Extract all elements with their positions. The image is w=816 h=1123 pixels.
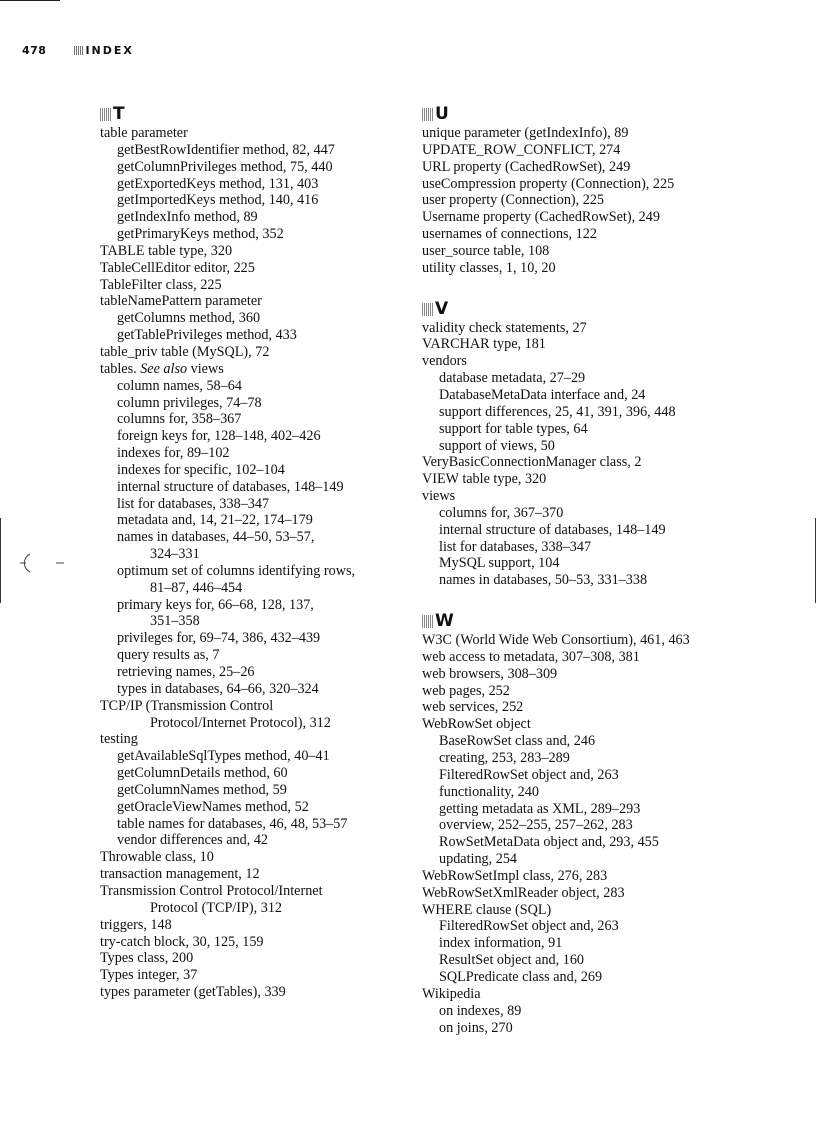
index-subentry: RowSetMetaData object and, 293, 455 [439,834,659,851]
index-entry: user property (Connection), 225 [422,192,605,209]
index-subentry: support for table types, 64 [439,420,588,437]
index-entry-continuation: Protocol/Internet Protocol), 312 [150,714,331,731]
index-subentry: getAvailableSqlTypes method, 40–41 [117,748,330,765]
index-entry: VARCHAR type, 181 [422,336,546,353]
index-entry: tableNamePattern parameter [100,293,262,310]
section-gap [422,277,742,295]
index-entry-continuation: 81–87, 446–454 [150,579,243,596]
index-entry: vendors [422,353,467,370]
index-subentry: support differences, 25, 41, 391, 396, 448 [439,403,676,420]
index-entry-continuation: 351–358 [150,613,200,630]
index-entry: web services, 252 [422,699,524,716]
letter-heading-text: T [113,104,125,124]
index-entry: usernames of connections, 122 [422,226,597,243]
index-subentry: metadata and, 14, 21–22, 174–179 [117,512,313,529]
index-subentry: internal structure of databases, 148–149 [117,478,344,495]
running-head-title: INDEX [85,44,134,57]
index-entry: UPDATE_ROW_CONFLICT, 274 [422,141,621,158]
index-subentry: columns for, 358–367 [117,411,242,428]
letter-marker-icon [422,615,434,628]
index-subentry: vendor differences and, 42 [117,832,269,849]
see-also-target: views [187,360,224,377]
index-entry-continuation: Protocol (TCP/IP), 312 [150,899,283,916]
index-entry: TableCellEditor editor, 225 [100,259,255,276]
index-subentry: overview, 252–255, 257–262, 283 [439,817,633,834]
index-subentry: table names for databases, 46, 48, 53–57 [117,815,348,832]
index-subentry: on joins, 270 [439,1019,513,1036]
index-entry: triggers, 148 [100,916,172,933]
index-subentry: getOracleViewNames method, 52 [117,798,309,815]
section-gap [422,589,742,607]
page-number: 478 [22,44,47,57]
letter-heading [100,100,400,124]
index-entry: transaction management, 12 [100,866,260,883]
index-entry: WebRowSet object [422,716,531,733]
entry-text: tables. [100,360,137,377]
index-subentry: FilteredRowSet object and, 263 [439,918,619,935]
index-subentry: names in databases, 44–50, 53–57, [117,529,315,546]
letter-heading [422,100,742,124]
index-entry: testing [100,731,138,748]
index-subentry: on indexes, 89 [439,1002,522,1019]
index-marker-icon [74,46,83,55]
index-subentry: retrieving names, 25–26 [117,664,255,680]
index-subentry: getIndexInfo method, 89 [117,209,258,226]
index-subentry: getColumnNames method, 59 [117,781,287,798]
index-subentry: getColumnPrivileges method, 75, 440 [117,158,333,175]
index-subentry: internal structure of databases, 148–149 [439,521,666,538]
index-entry: user_source table, 108 [422,242,550,259]
index-entry: Types class, 200 [100,950,194,967]
index-subentry: DatabaseMetaData interface and, 24 [439,386,646,403]
top-rule [0,0,60,1]
index-subentry: index information, 91 [439,935,563,952]
index-subentry: getColumnDetails method, 60 [117,765,288,782]
index-entry: utility classes, 1, 10, 20 [422,259,556,276]
index-column-left [100,100,400,1001]
index-subentry: FilteredRowSet object and, 263 [439,766,619,783]
index-entry: types parameter (getTables), 339 [100,984,286,1001]
index-subentry: getBestRowIdentifier method, 82, 447 [117,141,335,158]
index-entry: try-catch block, 30, 125, 159 [100,933,264,950]
index-subentry: indexes for specific, 102–104 [117,461,285,478]
index-subentry: getColumns method, 360 [117,310,261,327]
index-entry: Username property (CachedRowSet), 249 [422,209,660,226]
index-entry: unique parameter (getIndexInfo), 89 [422,125,629,141]
index-entry: WHERE clause (SQL) [422,901,552,918]
letter-marker-icon [100,108,112,121]
index-entry: W3C (World Wide Web Consortium), 461, 463 [422,632,690,649]
index-subentry: support of views, 50 [439,437,555,454]
index-subentry: getPrimaryKeys method, 352 [117,226,284,243]
index-entry: views [422,488,456,505]
index-subentry: BaseRowSet class and, 246 [439,733,596,750]
index-entry: useCompression property (Connection), 225 [422,175,675,192]
letter-marker-icon [422,108,434,121]
index-subentry: optimum set of columns identifying rows, [117,562,356,579]
index-subentry: column names, 58–64 [117,377,242,394]
index-subentry: list for databases, 338–347 [117,495,270,512]
index-entry: web access to metadata, 307–308, 381 [422,648,640,665]
index-entry: validity check statements, 27 [422,319,587,336]
index-subentry: names in databases, 50–53, 331–338 [439,572,648,589]
index-subentry: foreign keys for, 128–148, 402–426 [117,428,321,445]
index-entry: table parameter [100,125,188,141]
index-entry: WebRowSetImpl class, 276, 283 [422,867,608,884]
index-subentry: getting metadata as XML, 289–293 [439,800,641,817]
index-subentry: getExportedKeys method, 131, 403 [117,175,319,192]
index-entry: table_priv table (MySQL), 72 [100,343,270,360]
index-subentry: getImportedKeys method, 140, 416 [117,192,319,209]
index-entry [100,361,400,378]
index-subentry: functionality, 240 [439,783,539,800]
index-subentry: SQLPredicate class and, 269 [439,968,603,985]
index-subentry: list for databases, 338–347 [439,538,592,555]
index-subentry: columns for, 367–370 [439,504,564,521]
index-entry: Throwable class, 10 [100,849,214,866]
index-entry: web pages, 252 [422,682,510,699]
index-entry: TABLE table type, 320 [100,242,233,259]
index-subentry: column privileges, 74–78 [117,394,262,411]
letter-heading-text: W [435,611,454,632]
index-column-right [422,100,742,1036]
index-subentry: primary keys for, 66–68, 128, 137, [117,596,314,613]
index-subentry: creating, 253, 283–289 [439,750,570,766]
letter-marker-icon [422,303,434,316]
letter-heading [422,295,742,319]
see-also-label: See also [140,360,188,377]
letter-heading-text: U [435,104,449,124]
index-entry: Wikipedia [422,985,481,1002]
index-subentry: types in databases, 64–66, 320–324 [117,680,319,697]
index-entry: TCP/IP (Transmission Control [100,697,274,714]
index-entry: URL property (CachedRowSet), 249 [422,158,631,175]
crop-line-left [0,518,1,603]
registration-mark-icon [8,548,68,578]
index-subentry: ResultSet object and, 160 [439,952,585,969]
index-subentry: updating, 254 [439,851,518,868]
letter-heading [422,607,742,631]
index-entry: web browsers, 308–309 [422,665,558,682]
index-subentry: query results as, 7 [117,647,220,664]
index-entry: Transmission Control Protocol/Internet [100,882,323,899]
index-subentry: getTablePrivileges method, 433 [117,327,297,344]
index-subentry: indexes for, 89–102 [117,445,230,462]
index-entry-continuation: 324–331 [150,546,200,563]
index-entry: WebRowSetXmlReader object, 283 [422,884,625,901]
running-head [22,44,134,57]
index-subentry: privileges for, 69–74, 386, 432–439 [117,630,321,647]
index-entry: TableFilter class, 225 [100,276,222,293]
index-subentry: MySQL support, 104 [439,555,560,572]
index-entry: VIEW table type, 320 [422,471,547,488]
index-subentry: database metadata, 27–29 [439,370,586,387]
index-entry: VeryBasicConnectionManager class, 2 [422,454,642,471]
index-entry: Types integer, 37 [100,967,198,984]
letter-heading-text: V [435,298,449,319]
